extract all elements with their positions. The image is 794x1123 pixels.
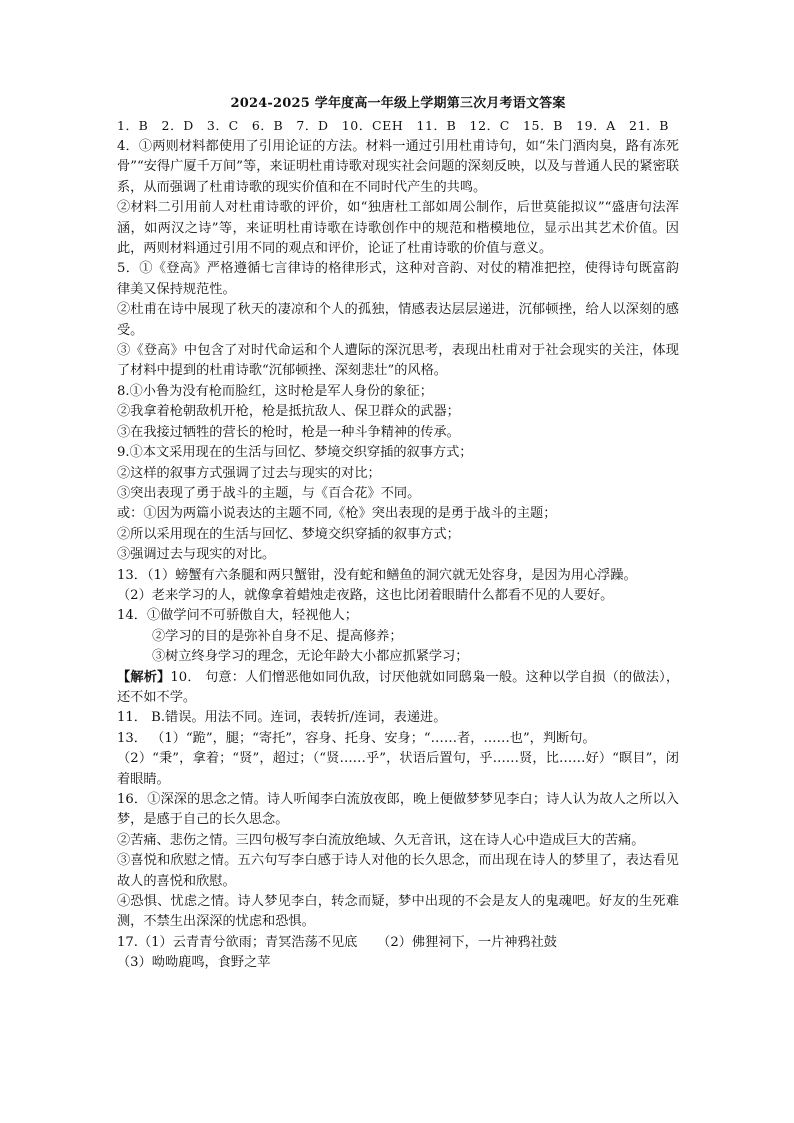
paragraph-q14-1: 14．①做学问不可骄傲自大，轻视他人； <box>117 608 358 624</box>
paragraph-q16-1: 16．①深深的思念之情。诗人听闻李白流放夜郎，晚上便做梦梦见李白；诗人认为故人之所以入梦，是感于自己的长久思念。 <box>117 792 679 828</box>
paragraph-q17-1: 17.（1）云青青兮欲雨；青冥浩荡不见底 （2）佛狸祠下，一片神鸦社鼓 <box>117 934 557 950</box>
document-title: 2024-2025 学年度高一年级上学期第三次月考语文答案 <box>230 96 566 111</box>
paragraph-q9-2: ②这样的叙事方式强调了过去与现实的对比； <box>117 465 381 481</box>
paragraph-q8-2: ②我拿着枪朝敌机开枪，枪是抵抗敌人、保卫群众的武器； <box>117 404 460 420</box>
analysis-label: 【解析】 <box>117 669 171 685</box>
paragraph-q16-4: ④恐惧、忧虑之情。诗人梦见李白，转念而疑，梦中出现的不会是友人的鬼魂吧。好友的生死难测，不禁生出深深的忧虑和恐惧。 <box>117 894 679 930</box>
answer-key-line: 1．B 2．D 3．C 6．B 7．D 10．CEH 11．B 12．C 15．B 19．A 21．B <box>117 118 670 133</box>
analysis-paragraph-13-1: 13． （1）“跪”，腿；“寄托”，容身、托身、安身；“……者，……也”，判断句。 <box>117 730 596 746</box>
paragraph-q9-3: ③突出表现了勇于战斗的主题，与《百合花》不同。 <box>117 485 421 501</box>
paragraph-q8-1: 8.①小鲁为没有枪而脸红，这时枪是军人身份的象征； <box>117 383 433 399</box>
analysis-paragraph-13-2: （2）“秉”，拿着；“贤”，超过；（“贤……乎”，状语后置句，乎……贤，比……好）“瞑目”，闭着眼睛。 <box>117 751 679 787</box>
paragraph-q13-1: 13．（1）螃蟹有六条腿和两只蟹钳，没有蛇和鳝鱼的洞穴就无处容身，是因为用心浮躁。 <box>117 567 637 583</box>
paragraph-q13-2: （2）老来学习的人，就像拿着蜡烛走夜路，这也比闭着眼睛什么都看不见的人要好。 <box>117 587 614 603</box>
paragraph-q9-alt-2: ②所以采用现在的生活与回忆、梦境交织穿插的叙事方式； <box>117 526 460 542</box>
paragraph-q9-alt-1: 或：①因为两篇小说表达的主题不同,《枪》突出表现的是勇于战斗的主题； <box>117 506 557 522</box>
paragraph-q9-1: 9.①本文采用现在的生活与回忆、梦境交织穿插的叙事方式； <box>117 445 473 461</box>
answer-document <box>117 95 679 974</box>
paragraph-q5-3: ③《登高》中包含了对时代命运和个人遭际的深沉思考，表现出杜甫对于社会现实的关注，体现了材料中提到的杜甫诗歌“沉郁顿挫、深刻悲壮”的风格。 <box>117 343 679 379</box>
paragraph-q5-2: ②杜甫在诗中展现了秋天的凄凉和个人的孤独，情感表达层层递进，沉郁顿挫，给人以深刻的感受。 <box>117 302 679 338</box>
paragraph-q4-1: 4．①两则材料都使用了引用论证的方法。材料一通过引用杜甫诗句，如“朱门酒肉臭，路有冻死骨”“安得广厦千万间”等，来证明杜甫诗歌对现实社会问题的深刻反映，以及与普通人民的紧密联系，从而强调了杜甫诗歌的现实价值和在不同时代产生的共鸣。 <box>117 139 679 195</box>
paragraph-q5-1: 5．①《登高》严格遵循七言律诗的格律形式，这种对音韵、对仗的精准把控，使得诗句既富韵律美又保持规范性。 <box>117 261 679 297</box>
paragraph-q14-3: ③树立终身学习的理念，无论年龄大小都应抓紧学习； <box>152 649 469 665</box>
paragraph-q16-2: ②苦痛、悲伤之情。三四句极写李白流放绝域、久无音讯，这在诗人心中造成巨大的苦痛。 <box>117 832 645 848</box>
analysis-text-10: 10． 句意：人们憎恶他如同仇敌，讨厌他就如同鸱枭一般。这种以学自损（的做法），还不如不学。 <box>117 669 680 705</box>
paragraph-q16-3: ③喜悦和欣慰之情。五六句写李白感于诗人对他的长久思念，而出现在诗人的梦里了，表达看见故人的喜悦和欣慰。 <box>117 853 679 889</box>
paragraph-q4-2: ②材料二引用前人对杜甫诗歌的评价，如“独唐杜工部如周公制作，后世莫能拟议”“盛唐句法浑涵，如两汉之诗”等，来证明杜甫诗歌在诗歌创作中的规范和楷模地位，显示出其艺术价值。因此，两则材料通过引用不同的观点和评价，论证了杜甫诗歌的价值与意义。 <box>117 200 679 257</box>
analysis-paragraph-11: 11． B.错误。用法不同。连词，表转折/连词，表递进。 <box>117 710 447 726</box>
paragraph-q9-alt-3: ③强调过去与现实的对比。 <box>117 547 276 563</box>
paragraph-q17-2: （3）呦呦鹿鸣，食野之苹 <box>117 955 271 971</box>
paragraph-q14-2: ②学习的目的是弥补自身不足、提高修养； <box>152 628 403 644</box>
analysis-paragraph-10 <box>117 668 679 709</box>
paragraph-q8-3: ③在我接过牺牲的营长的枪时，枪是一种斗争精神的传承。 <box>117 424 460 440</box>
